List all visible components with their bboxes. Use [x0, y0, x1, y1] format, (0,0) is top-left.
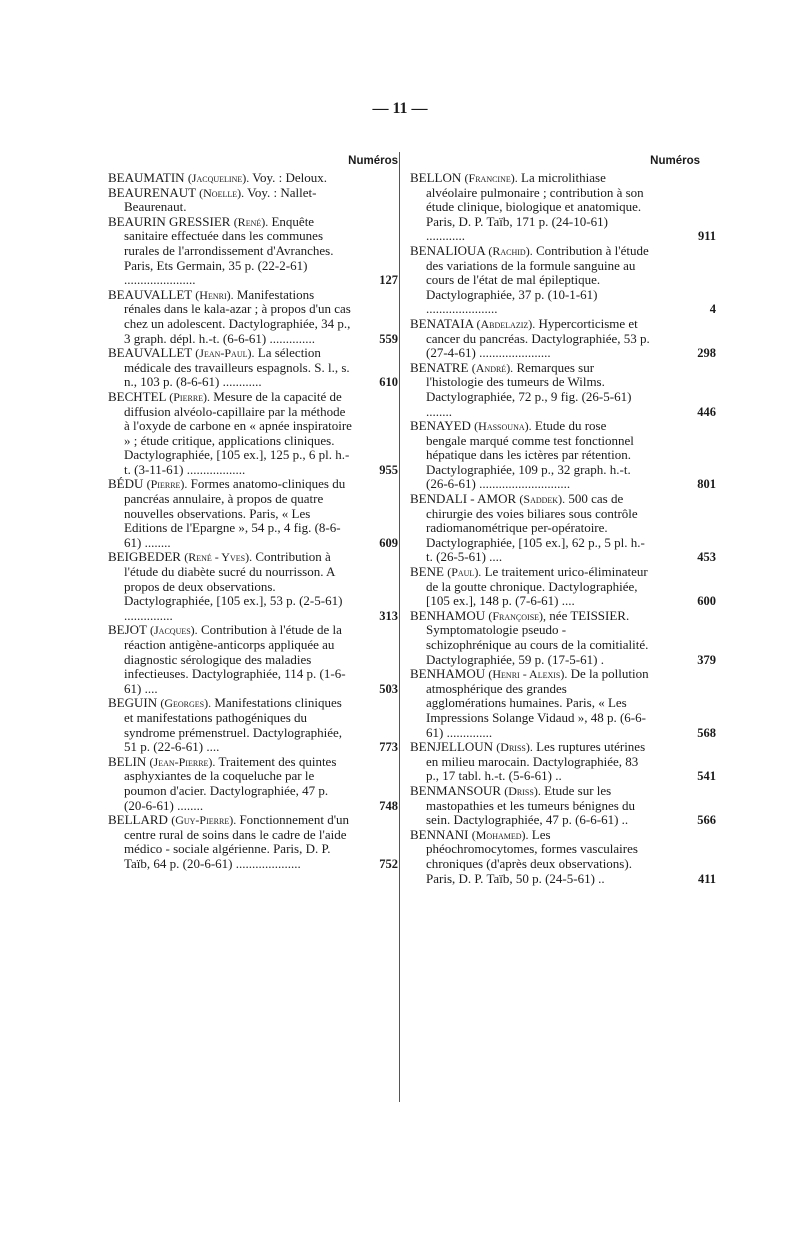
entry-given-name: (Jacques).	[150, 623, 198, 638]
entry-given-name: (Françoise),	[488, 608, 547, 623]
index-entry	[108, 390, 398, 478]
entry-name: BEAUMATIN	[108, 170, 185, 185]
entry-text: De la pollution atmosphérique des grandes agglomérations humaines. Paris, « Les Impressions Solange Vidaud », 48 p. (6-6-61) ..............	[426, 666, 649, 740]
index-entry	[410, 359, 716, 419]
entry-text: née TEISSIER. Symptomatologie pseudo - schizophrénique au cours de la comitialité. Dactylographiée, 59 p. (17-5-61) .	[426, 607, 649, 667]
entry-number: 955	[379, 462, 398, 477]
entry-text: Hypercorticisme et cancer du pancréas. Dactylographiée, 53 p. (27-4-61) ......................	[426, 315, 650, 361]
entry-given-name: (Paul).	[447, 565, 482, 580]
entry-given-name: (Jean-Paul).	[195, 346, 255, 361]
entry-name: BENHAMOU	[410, 666, 486, 682]
entry-text: Remarques sur l'histologie des tumeurs de Wilms. Dactylographiée, 72 p., 9 fig. (26-5-61) ........	[426, 359, 632, 419]
index-entry	[108, 623, 398, 696]
index-entry	[108, 696, 398, 754]
index-entry	[410, 564, 716, 609]
entry-given-name: (Abdelaziz).	[476, 316, 536, 331]
entry-text: La sélection médicale des travailleurs espagnols. S. l., s. n., 103 p. (8-6-61) ............	[124, 345, 350, 390]
entry-number: 541	[697, 769, 716, 784]
entry-number: 127	[379, 273, 398, 288]
column-header: Numéros	[348, 155, 398, 167]
entry-number: 411	[697, 871, 716, 886]
entry-name: BELLON	[410, 170, 462, 185]
entry-number: 600	[697, 594, 716, 609]
index-entry	[410, 418, 716, 492]
entry-text: Enquête sanitaire effectuée dans les communes rurales de l'arrondissement d'Avranches. Paris, Ets Germain, 35 p. (22-2-61) ......................	[124, 213, 334, 288]
entry-name: BEAUVALLET	[108, 345, 193, 361]
entry-given-name: (André).	[471, 360, 514, 375]
entry-text: Contribution à l'étude de la réaction antigène-anticorps appliquée au diagnostic sérologique des maladies infectieuses. Dactylographiée, 114 p. (1-6-61) ....	[124, 622, 346, 696]
index-entry	[410, 315, 716, 361]
left-column	[108, 155, 398, 872]
entry-name: BENDALI - AMOR	[410, 491, 517, 507]
index-entry	[108, 171, 398, 186]
entry-number: 773	[379, 740, 398, 755]
index-entry	[410, 607, 716, 667]
entry-name: BENAYED	[410, 418, 471, 434]
index-entry	[108, 755, 398, 813]
entry-name: BENJELLOUN	[410, 739, 494, 755]
entry-number: 4	[709, 302, 716, 317]
entry-given-name: (Georges).	[160, 696, 212, 711]
entry-text: Fonctionnement d'un centre rural de soins dans le cadre de l'aide médico - sociale algérienne. Paris, D. P. Taïb, 64 p. (20-6-61) ....................	[124, 812, 350, 871]
index-entry	[410, 491, 716, 565]
entry-given-name: (Pierre).	[169, 389, 211, 404]
entry-given-name: (Jacqueline).	[187, 171, 250, 185]
entry-number: 503	[379, 681, 398, 696]
entry-name: BENE	[410, 564, 444, 580]
index-entry	[108, 346, 398, 390]
entry-number: 752	[379, 856, 398, 871]
entry-name: BENHAMOU	[410, 607, 486, 623]
entry-text: Etude sur les mastopathies et les tumeurs bénignes du sein. Dactylographiée, 47 p. (6-6-61) ..	[426, 782, 636, 828]
entry-text: 500 cas de chirurgie des voies biliares sous contrôle radiomanométrique per-opératoire. Dactylographiée, [105 ex.], 62 p., 5 pl. h.-t. (26-5-61) ....	[426, 491, 645, 565]
entry-given-name: (Saddek).	[519, 492, 566, 507]
entry-given-name: (Guy-Pierre).	[171, 813, 237, 828]
column-header: Numéros	[650, 155, 700, 167]
entry-given-name: (Jean-Pierre).	[149, 754, 216, 769]
entry-given-name: (Pierre).	[146, 477, 188, 492]
entry-number: 298	[697, 346, 716, 361]
entry-text: Contribution à l'étude des variations de la formule sanguine au cours de l'état de mal épileptique. Dactylographiée, 37 p. (10-1-61) ......................	[426, 242, 649, 317]
entry-name: BEJOT	[108, 622, 147, 638]
entry-number: 313	[379, 608, 398, 623]
entry-name: BEAUVALLET	[108, 286, 193, 302]
index-entry	[410, 170, 716, 244]
entry-number: 609	[379, 535, 398, 550]
index-entry	[410, 666, 716, 740]
entry-given-name: (Hassouna).	[474, 419, 532, 434]
entry-name: BENMANSOUR	[410, 782, 502, 798]
entry-given-name: (Mohamed).	[471, 827, 529, 842]
entry-given-name: (Henri).	[195, 287, 234, 302]
entry-text: Etude du rose bengale marqué comme test fonctionnel hépatique dans les ictères par rétention. Dactylographiée, 109 p., 32 graph. h.-t. (26-6-61) ............................	[426, 418, 634, 492]
page-number: — 11 —	[372, 100, 428, 117]
entry-name: BENALIOUA	[410, 242, 486, 258]
index-entry	[108, 550, 398, 623]
entry-text: Mesure de la capacité de diffusion alvéolo-capillaire par la méthode à l'oxyde de carbone en « apnée inspiratoire » ; étude critique, applications cliniques. Dactylographiée, [105 ex.], 125 p., 6 pl. h.-t. (3-11-61) ..................	[124, 388, 352, 477]
entry-name: BEAURENAUT	[108, 184, 196, 200]
entry-number: 911	[697, 229, 716, 244]
entry-text: Le traitement urico-éliminateur de la goutte chronique. Dactylographiée, [105 ex.], 148 p. (7-6-61) ....	[426, 564, 648, 609]
entry-given-name: (Noelle).	[199, 185, 245, 200]
entry-name: BENNANI	[410, 826, 469, 842]
entry-number: 453	[697, 550, 716, 565]
entry-number: 559	[379, 331, 398, 346]
entry-number: 610	[379, 375, 398, 390]
column-divider	[399, 152, 400, 1102]
entry-given-name: (Driss).	[496, 740, 533, 755]
entry-text: Les ruptures utérines en milieu marocain. Dactylographiée, 83 p., 17 tabl. h.-t. (5-6-61) ..	[426, 739, 646, 784]
entry-number: 379	[697, 652, 716, 667]
entry-given-name: (Francine).	[464, 171, 518, 185]
entry-given-name: (Henri - Alexis).	[488, 667, 568, 682]
entry-text: Manifestations cliniques et manifestations pathogéniques du syndrome prémenstruel. Dactylographiée, 51 p. (22-6-61) ....	[124, 695, 343, 755]
entry-number: 566	[697, 813, 716, 828]
entry-name: BEIGBEDER	[108, 549, 181, 565]
entry-name: BENATRE	[410, 359, 469, 375]
index-entry	[108, 288, 398, 346]
entry-text: Voy. : Nallet-Beaurenaut.	[124, 184, 317, 215]
entry-given-name: (Rachid).	[488, 243, 533, 258]
index-entry	[108, 215, 398, 288]
entry-text: Manifestations rénales dans le kala-azar ; à propos d'un cas chez un adolescent. Dactylographiée, 34 p., 3 graph. dépl. h.-t. (6-6-61) ..............	[124, 286, 351, 346]
entry-given-name: (Driss).	[504, 783, 541, 798]
entry-text: La microlithiase alvéolaire pulmonaire ; contribution à son étude clinique, biologique et anatomique. Paris, D. P. Taïb, 171 p. (24-10-61) ............	[426, 170, 644, 244]
entry-number: 568	[697, 725, 716, 740]
entry-number: 446	[697, 404, 716, 419]
entry-name: BEAURIN GRESSIER	[108, 213, 231, 229]
entry-name: BECHTEL	[108, 388, 167, 404]
entry-name: BENATAIA	[410, 315, 474, 331]
entry-list	[108, 171, 398, 872]
entry-given-name: (René).	[233, 214, 269, 229]
entry-name: BELIN	[108, 753, 147, 769]
right-column	[410, 155, 716, 886]
entry-text: Les phéochromocytomes, formes vasculaires chroniques (d'après deux observations). Paris, D. P. Taïb, 50 p. (24-5-61) ..	[426, 826, 638, 886]
entry-name: BÉDU	[108, 476, 144, 492]
index-entry	[108, 477, 398, 550]
entry-name: BEGUIN	[108, 695, 158, 711]
entry-list	[410, 170, 716, 886]
index-entry	[108, 813, 398, 871]
entry-text: Formes anatomo-cliniques du pancréas annulaire, à propos de quatre nouvelles observations. Paris, « Les Editions de l'Epargne », 54 p., 4 fig. (8-6-61) ........	[124, 476, 346, 550]
entry-number: 748	[379, 798, 398, 813]
entry-number: 801	[697, 477, 716, 492]
entry-name: BELLARD	[108, 812, 168, 828]
entry-given-name: (René - Yves).	[184, 550, 253, 565]
index-entry	[410, 782, 716, 828]
index-entry	[410, 826, 716, 886]
entry-text: Voy. : Deloux.	[252, 170, 328, 185]
index-entry	[410, 242, 716, 317]
index-entry	[108, 186, 398, 215]
entry-text: Contribution à l'étude du diabète sucré du nourrisson. A propos de deux observations. Dactylographiée, [105 ex.], 53 p. (2-5-61) ...............	[124, 549, 343, 623]
index-entry	[410, 739, 716, 784]
entry-text: Traitement des quintes asphyxiantes de la coqueluche par le poumon d'acier. Dactylographiée, 47 p. (20-6-61) ........	[124, 753, 337, 813]
